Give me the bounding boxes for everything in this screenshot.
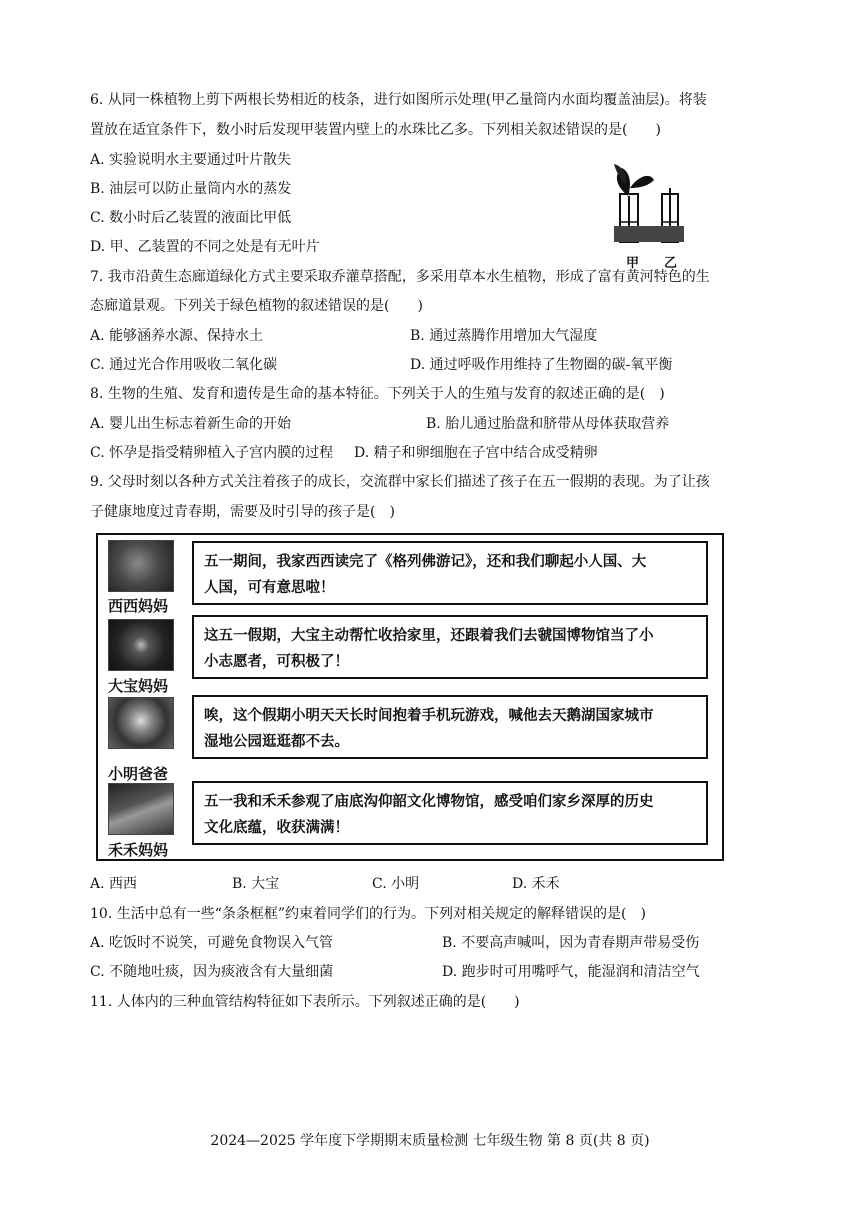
figure-label-yi: 乙 (664, 256, 678, 271)
page-footer: 2024—2025 学年度下学期期末质量检测 七年级生物 第 8 页(共 8 页) (210, 1133, 650, 1149)
poster-name: 小明爸爸 (108, 765, 169, 783)
chat-line: 这五一假期，大宝主动帮忙收拾家里，还跟着我们去虢国博物馆当了小 (204, 628, 654, 644)
chat-line: 湿地公园逛逛都不去。 (204, 734, 349, 750)
q6-stem-line-1: 6. 从同一株植物上剪下两根长势相近的枝条，进行如图所示处理(甲乙量筒内水面均覆盖油层)。将装 (90, 92, 707, 108)
q6-option-d: D. 甲、乙装置的不同之处是有无叶片 (90, 239, 320, 255)
q9-option-c: C. 小明 (372, 876, 420, 892)
q7-option-d: D. 通过呼吸作用维持了生物圈的碳-氧平衡 (410, 357, 673, 373)
avatar (108, 783, 174, 835)
q6-option-b: B. 油层可以防止量筒内水的蒸发 (90, 181, 292, 197)
poster-name: 禾禾妈妈 (108, 841, 169, 859)
q10-stem: 10. 生活中总有一些“条条框框”约束着同学们的行为。下列对相关规定的解释错误的是( ) (90, 906, 646, 922)
q8-option-d: D. 精子和卵细胞在子宫中结合成受精卵 (354, 445, 598, 461)
q6-experiment-figure (600, 158, 690, 271)
q11-stem: 11. 人体内的三种血管结构特征如下表所示。下列叙述正确的是( ) (90, 994, 520, 1010)
q7-option-c: C. 通过光合作用吸收二氧化碳 (90, 357, 278, 373)
q7-stem-line-2: 态廊道景观。下列关于绿色植物的叙述错误的是( ) (90, 298, 423, 314)
figure-label-jia: 甲 (626, 256, 640, 271)
q9-option-d: D. 禾禾 (512, 876, 560, 892)
parent-chat-panel (96, 533, 724, 861)
chat-bubble (192, 541, 708, 605)
q8-option-a: A. 婴儿出生标志着新生命的开始 (90, 416, 292, 432)
q10-option-d: D. 跑步时可用嘴呼气，能湿润和清洁空气 (442, 964, 700, 980)
chat-bubble (192, 615, 708, 679)
chat-line: 人国，可有意思啦！ (204, 580, 335, 596)
q7-option-b: B. 通过蒸腾作用增加大气湿度 (410, 328, 598, 344)
q8-stem: 8. 生物的生殖、发育和遗传是生命的基本特征。下列关于人的生殖与发育的叙述正确的是( ) (90, 386, 665, 402)
poster-name: 大宝妈妈 (108, 677, 169, 695)
avatar (108, 619, 174, 671)
chat-line: 唉，这个假期小明天天长时间抱着手机玩游戏，喊他去天鹅湖国家城市 (204, 708, 654, 724)
chat-bubble (192, 781, 708, 845)
chat-line: 小志愿者，可积极了！ (204, 654, 349, 670)
q9-stem-line-2: 子健康地度过青春期，需要及时引导的孩子是( ) (90, 504, 395, 520)
avatar (108, 697, 174, 749)
chat-line: 五一期间，我家西西读完了《格列佛游记》，还和我们聊起小人国、大 (204, 554, 647, 570)
q6-option-a: A. 实验说明水主要通过叶片散失 (90, 152, 292, 168)
q9-stem-line-1: 9. 父母时刻以各种方式关注着孩子的成长，交流群中家长们描述了孩子在五一假期的表现。为了让孩 (90, 474, 710, 490)
q10-option-b: B. 不要高声喊叫，因为青春期声带易受伤 (442, 935, 700, 951)
q9-option-b: B. 大宝 (232, 876, 280, 892)
q6-option-c: C. 数小时后乙装置的液面比甲低 (90, 210, 292, 226)
q10-option-c: C. 不随地吐痰，因为痰液含有大量细菌 (90, 964, 334, 980)
q9-option-a: A. 西西 (90, 876, 138, 892)
plant-cylinder-illustration (600, 158, 690, 248)
q7-option-a: A. 能够涵养水源、保持水土 (90, 328, 264, 344)
avatar (108, 540, 174, 592)
q8-option-b: B. 胎儿通过胎盘和脐带从母体获取营养 (426, 416, 670, 432)
chat-bubble (192, 695, 708, 759)
q10-option-a: A. 吃饭时不说笑，可避免食物误入气管 (90, 935, 334, 951)
chat-line: 五一我和禾禾参观了庙底沟仰韶文化博物馆，感受咱们家乡深厚的历史 (204, 794, 654, 810)
q8-option-c: C. 怀孕是指受精卵植入子宫内膜的过程 (90, 445, 334, 461)
poster-name: 西西妈妈 (108, 597, 169, 615)
q6-stem-line-2: 置放在适宜条件下，数小时后发现甲装置内壁上的水珠比乙多。下列相关叙述错误的是( ) (90, 122, 661, 138)
chat-line: 文化底蕴，收获满满！ (204, 820, 349, 836)
q7-stem-line-1: 7. 我市沿黄生态廊道绿化方式主要采取乔灌草搭配，多采用草本水生植物，形成了富有黄河特色的生 (90, 269, 710, 285)
